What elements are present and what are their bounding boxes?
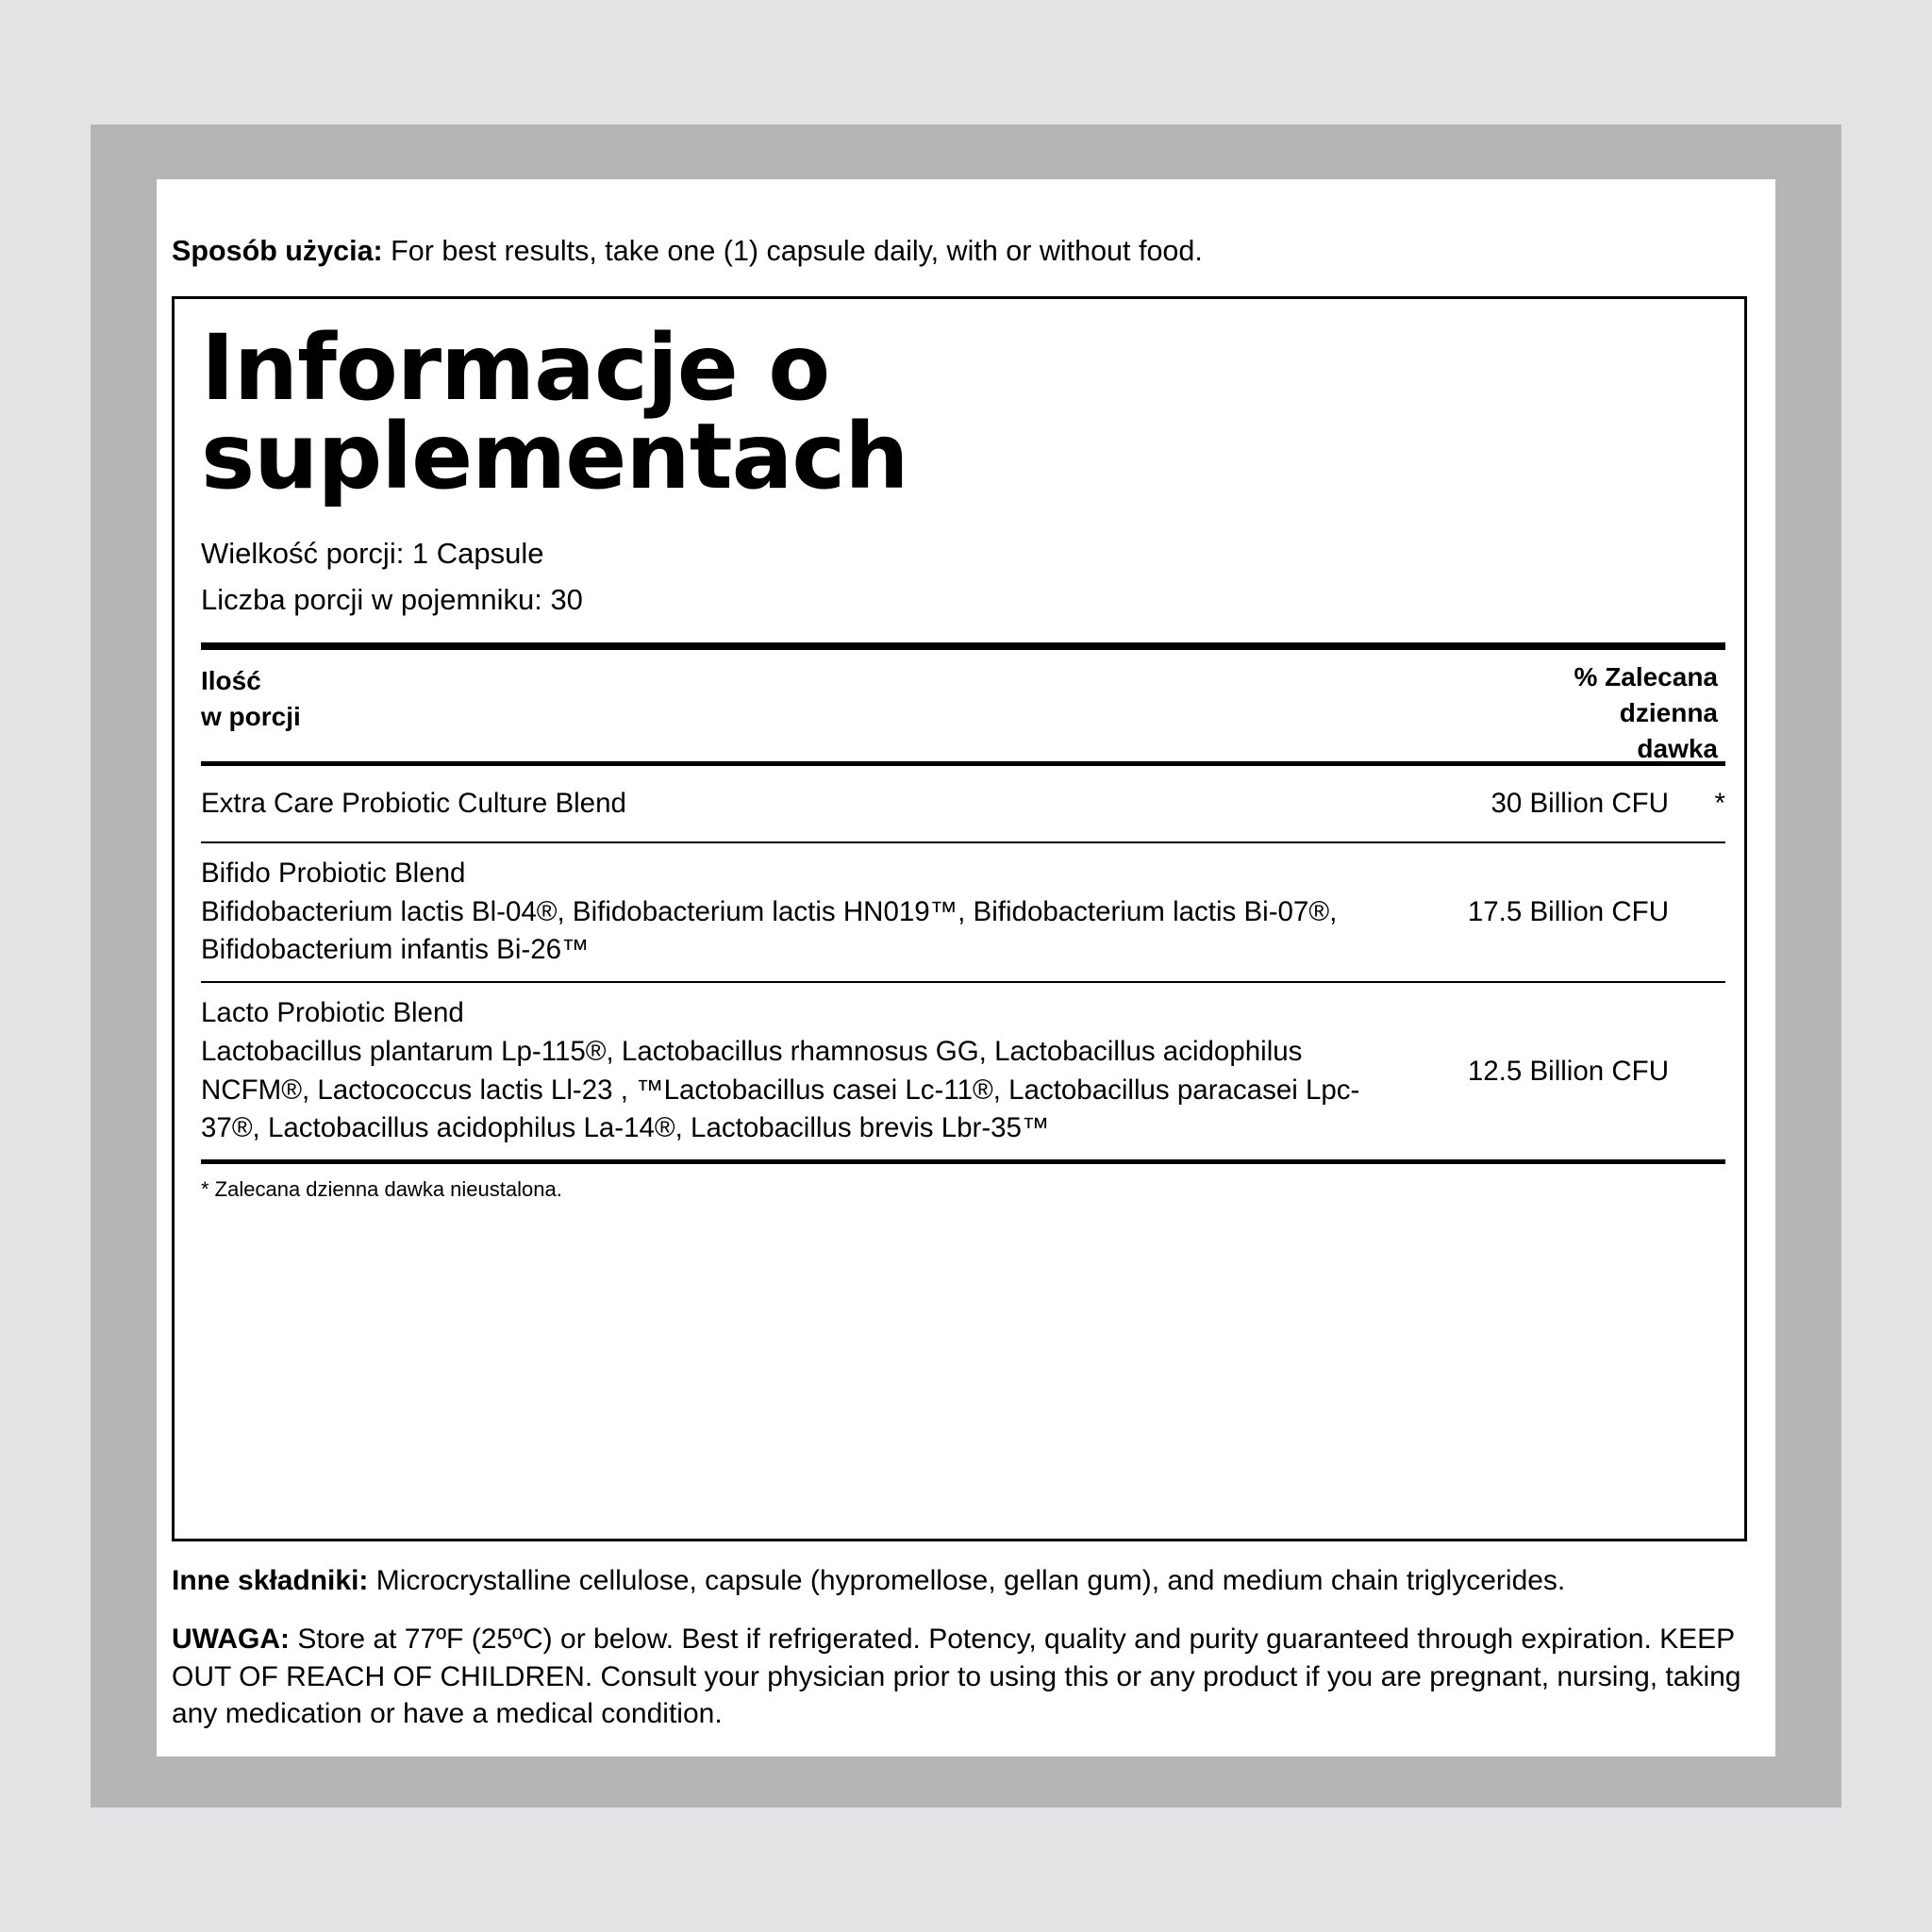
- header-amount-per-serving: [201, 663, 301, 735]
- serving-size: Wielkość porcji: 1 Capsule: [201, 537, 544, 571]
- table-row: [201, 843, 1725, 981]
- daily-value-footnote: * Zalecana dzienna dawka nieustalona.: [201, 1176, 562, 1201]
- divider-table-bottom: [201, 1159, 1725, 1164]
- header-amount-line-2: w porcji: [201, 701, 301, 731]
- header-dv-line-1: % Zalecana: [1574, 662, 1718, 692]
- other-ingredients-text: Microcrystalline cellulose, capsule (hypromellose, gellan gum), and medium chain triglycerides.: [368, 1565, 1566, 1596]
- label-panel: [157, 179, 1775, 1757]
- supplement-facts-box: [172, 296, 1747, 1541]
- ingredient-name: Lacto Probiotic Blend: [201, 997, 464, 1029]
- ingredient-name-group: [201, 855, 1414, 970]
- table-row: [201, 766, 1725, 841]
- warning-section: [172, 1621, 1775, 1733]
- directions-label: Sposób użycia:: [172, 235, 383, 267]
- label-outer-frame: [91, 125, 1841, 1807]
- divider-thick-top: [201, 642, 1725, 650]
- ingredient-name: Extra Care Probiotic Culture Blend: [201, 787, 626, 819]
- directions-text: For best results, take one (1) capsule daily, with or without food.: [382, 235, 1203, 267]
- ingredient-daily-value: *: [1714, 788, 1725, 820]
- warning-label: UWAGA:: [172, 1624, 290, 1655]
- table-row: [201, 983, 1725, 1159]
- header-daily-value: [1574, 659, 1718, 766]
- warning-text: Store at 77ºF (25ºC) or below. Best if refrigerated. Potency, quality and purity guaranteed through expiration. KEEP OUT OF REACH OF CHILDREN. Consult your physician prior to using this or any product if you are pregnant, nursing, taking any medication or have a medical condition.: [172, 1624, 1741, 1730]
- directions-for-use: [172, 234, 1775, 269]
- table-header-row: [201, 650, 1725, 761]
- other-ingredients: [172, 1562, 1766, 1599]
- ingredient-name-group: [201, 785, 1414, 824]
- ingredient-sub-list: Lactobacillus plantarum Lp-115®, Lactobacillus rhamnosus GG, Lactobacillus acidophilus NCFM®, Lactococcus lactis Ll-23 , ™Lactobacillus casei Lc-11®, Lactobacillus paracasei Lpc-37®, Lactobacillus acidophilus La-14®, Lactobacillus brevis Lbr-35™: [201, 1035, 1360, 1144]
- ingredient-amount: 17.5 Billion CFU: [1467, 896, 1669, 928]
- header-dv-line-3: dawka: [1637, 733, 1718, 763]
- ingredient-amount: 30 Billion CFU: [1491, 788, 1669, 820]
- ingredient-name: Bifido Probiotic Blend: [201, 858, 466, 890]
- servings-per-container: Liczba porcji w pojemniku: 30: [201, 583, 583, 617]
- other-ingredients-label: Inne składniki:: [172, 1565, 369, 1596]
- ingredient-sub-list: Bifidobacterium lactis Bl-04®, Bifidobacterium lactis HN019™, Bifidobacterium lactis Bi-07®, Bifidobacterium infantis Bi-26™: [201, 895, 1338, 966]
- supplement-facts-title: Informacje o suplementach: [201, 315, 908, 510]
- header-dv-line-2: dzienna: [1619, 697, 1718, 727]
- ingredient-amount: 12.5 Billion CFU: [1467, 1055, 1669, 1087]
- header-amount-line-1: Ilość: [201, 666, 261, 696]
- ingredient-name-group: [201, 994, 1414, 1148]
